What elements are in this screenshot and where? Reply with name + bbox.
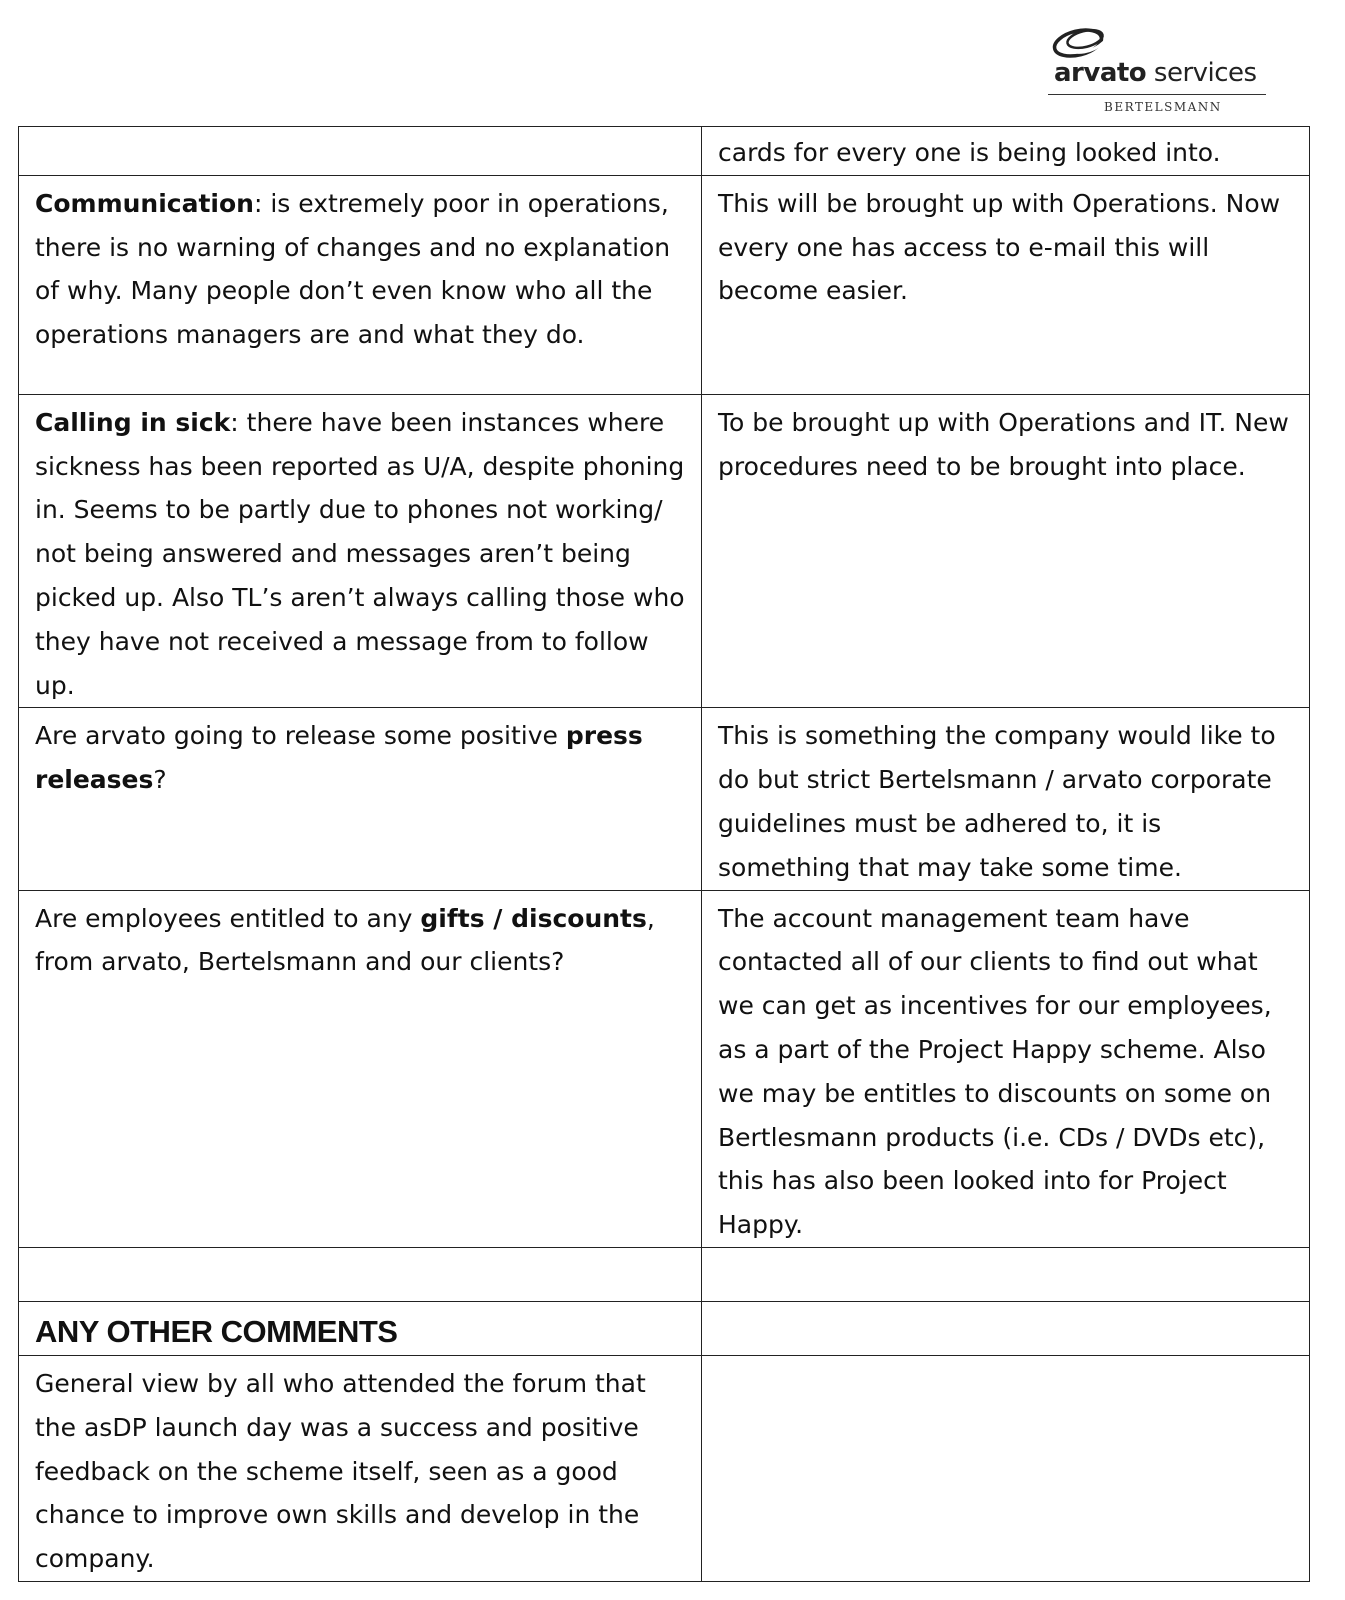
comment-text: General view by all who attended the forum that the asDP launch day was a success and positive feedback on the scheme itself, seen as a good chance to improve own skills and develop in the company. [35, 1368, 646, 1574]
table-row [19, 175, 1310, 394]
answer-text: The account management team have contacted all of our clients to find out what we can get as incentives for our employees, as a part of the Project Happy scheme. Also we may be entitles to discounts on some on Bertlesmann products (i.e. CDs / DVDs etc), this has also been looked into for Project Happy. [718, 903, 1272, 1240]
answer-cell [702, 127, 1310, 176]
question-text: Are arvato going to release some positive [35, 721, 566, 751]
question-cell [19, 394, 702, 708]
question-text: : is extremely poor in operations, there is no warning of changes and no explanation of why. Many people don’t even know who all the operations managers are and what they do. [35, 188, 671, 350]
logo-wordmark [1054, 58, 1257, 88]
question-cell [19, 1247, 702, 1301]
question-cell [19, 708, 702, 890]
question-keyword: Communication [35, 188, 254, 218]
answer-text: cards for every one is being looked into. [718, 138, 1221, 167]
question-text: ? [153, 765, 167, 795]
question-keyword: Calling in sick [35, 407, 231, 437]
table-row-empty [19, 1247, 1310, 1301]
logo-word-arvato: arvato [1054, 58, 1147, 88]
question-text: : there have been instances where sickness has been reported as U/A, despite phoning in. Seems to be partly due to phones not working/ not being answered and messages aren’t being picked up. Also TL’s aren’t always calling those who they have not received a message from to follow up. [35, 407, 685, 700]
answer-cell [702, 175, 1310, 394]
table-row [19, 127, 1310, 176]
section-heading-row [19, 1301, 1310, 1355]
table-row [19, 890, 1310, 1247]
question-cell [19, 175, 702, 394]
question-text: Are employees entitled to any [35, 903, 421, 933]
answer-text: This is something the company would like to do but strict Bertelsmann / arvato corporate guidelines must be adhered to, it is something that may take some time. [718, 721, 1276, 882]
logo-word-services: services [1153, 58, 1257, 88]
answer-text: This will be brought up with Operations. Now every one has access to e-mail this will become easier. [718, 188, 1281, 306]
heading-cell [19, 1301, 702, 1355]
arvato-services-logo [1048, 22, 1270, 122]
heading-response-cell [702, 1301, 1310, 1355]
comment-cell [19, 1355, 702, 1581]
answer-cell [702, 394, 1310, 708]
arvato-swirl-icon [1048, 22, 1114, 62]
question-keyword: gifts / discounts [420, 903, 647, 933]
any-other-comments-heading: ANY OTHER COMMENTS [35, 1313, 398, 1349]
table-row [19, 708, 1310, 890]
logo-divider [1048, 94, 1266, 95]
question-text: , from arvato, Bertelsmann and our clients? [35, 903, 655, 977]
qa-table [18, 126, 1310, 1582]
table-row [19, 394, 1310, 708]
question-cell [19, 890, 702, 1247]
question-keyword: press releases [35, 721, 643, 795]
answer-text: To be brought up with Operations and IT. New procedures need to be brought into place. [718, 407, 1289, 481]
logo-subtitle: BERTELSMANN [1104, 100, 1222, 114]
comment-response-cell [702, 1355, 1310, 1581]
answer-cell [702, 708, 1310, 890]
question-cell [19, 127, 702, 176]
answer-cell [702, 1247, 1310, 1301]
answer-cell [702, 890, 1310, 1247]
comment-row [19, 1355, 1310, 1581]
